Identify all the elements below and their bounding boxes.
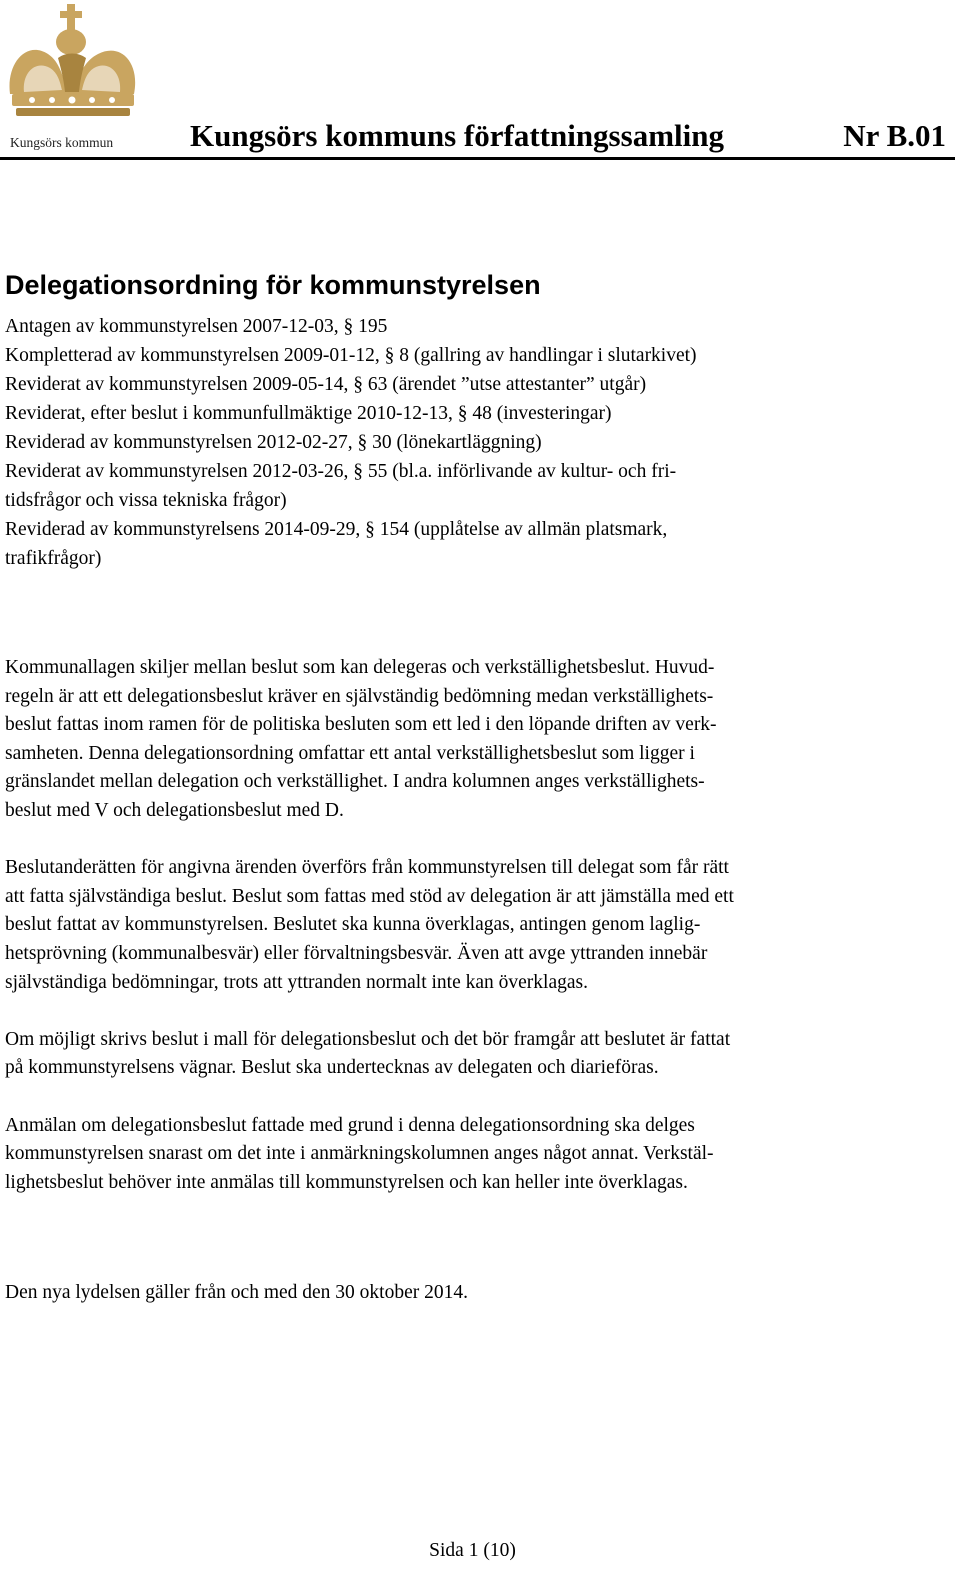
revision-line: Reviderad av kommunstyrelsen 2012-02-27, § 30 (lönekartläggning): [5, 432, 542, 453]
text-line: att fatta självständiga beslut. Beslut som fattas med stöd av delegation är att jämställa med ett: [5, 885, 734, 907]
text-line: kommunstyrelsen snarast om det inte i anmärkningskolumnen anges något annat. Verkstäl-: [5, 1143, 714, 1165]
paragraph-decision-template: [5, 1026, 950, 1083]
paragraph-decision-authority: [5, 854, 950, 997]
municipality-logo: [2, 2, 142, 152]
text-line: gränslandet mellan delegation och verkställighet. I andra kolumnen anges verkställighets-: [5, 771, 705, 793]
text-line: regeln är att ett delegationsbeslut kräver en självständig bedömning medan verkställighets-: [5, 685, 714, 707]
text-line: Om möjligt skrivs beslut i mall för delegationsbeslut och det bör framgår att beslutet är fattat: [5, 1028, 731, 1050]
effective-date-statement: Den nya lydelsen gäller från och med den 30 oktober 2014.: [5, 1282, 468, 1303]
revision-line: Kompletterad av kommunstyrelsen 2009-01-12, § 8 (gallring av handlingar i slutarkivet): [5, 345, 697, 366]
text-line: lighetsbeslut behöver inte anmälas till kommunstyrelsen och kan heller inte överklagas.: [5, 1171, 688, 1193]
text-line: beslut fattat av kommunstyrelsen. Beslutet ska kunna överklagas, antingen genom laglig-: [5, 914, 701, 936]
revision-line: Antagen av kommunstyrelsen 2007-12-03, § 195: [5, 316, 388, 337]
text-line: självständiga bedömningar, trots att yttranden normalt inte kan överklagas.: [5, 971, 588, 993]
revision-line: Reviderat, efter beslut i kommunfullmäktige 2010-12-13, § 48 (investeringar): [5, 403, 612, 424]
text-line: beslut fattas inom ramen för de politiska besluten som ett led i den löpande driften av verk-: [5, 714, 717, 736]
text-line: Anmälan om delegationsbeslut fattade med grund i denna delegationsordning ska delges: [5, 1114, 695, 1136]
document-title: Delegationsordning för kommunstyrelsen: [5, 270, 541, 300]
revision-history: [5, 312, 905, 573]
crown-logo-icon: [2, 2, 142, 132]
revision-line: tidsfrågor och vissa tekniska frågor): [5, 490, 287, 511]
revision-line: Reviderad av kommunstyrelsens 2014-09-29, § 154 (upplåtelse av allmän platsmark,: [5, 519, 668, 540]
revision-line: Reviderat av kommunstyrelsen 2012-03-26, § 55 (bl.a. införlivande av kultur- och fri-: [5, 461, 677, 482]
text-line: på kommunstyrelsens vägnar. Beslut ska undertecknas av delegaten och diarieföras.: [5, 1057, 659, 1079]
publication-number: Nr B.01: [843, 118, 946, 153]
text-line: hetsprövning (kommunalbesvär) eller förvaltningsbesvär. Även att avge yttranden innebär: [5, 942, 708, 964]
text-line: Kommunallagen skiljer mellan beslut som kan delegeras och verkställighetsbeslut. Huvud-: [5, 657, 715, 678]
revision-line: Reviderat av kommunstyrelsen 2009-05-14, § 63 (ärendet ”utse attestanter” utgår): [5, 374, 647, 395]
header-divider: [0, 157, 955, 160]
body-text: [5, 654, 950, 1226]
logo-text: Kungsörs kommun: [10, 135, 114, 150]
page-number: Sida 1 (10): [429, 1540, 516, 1561]
paragraph-delegation-vs-execution: [5, 654, 950, 826]
publication-title: Kungsörs kommuns författningssamling: [190, 118, 724, 153]
paragraph-reporting: [5, 1112, 950, 1198]
text-line: beslut med V och delegationsbeslut med D.: [5, 799, 344, 821]
revision-line: trafikfrågor): [5, 548, 102, 569]
text-line: Beslutanderätten för angivna ärenden överförs från kommunstyrelsen till delegat som får rätt: [5, 857, 729, 879]
text-line: samheten. Denna delegationsordning omfattar ett antal verkställighetsbeslut som ligger i: [5, 742, 695, 764]
